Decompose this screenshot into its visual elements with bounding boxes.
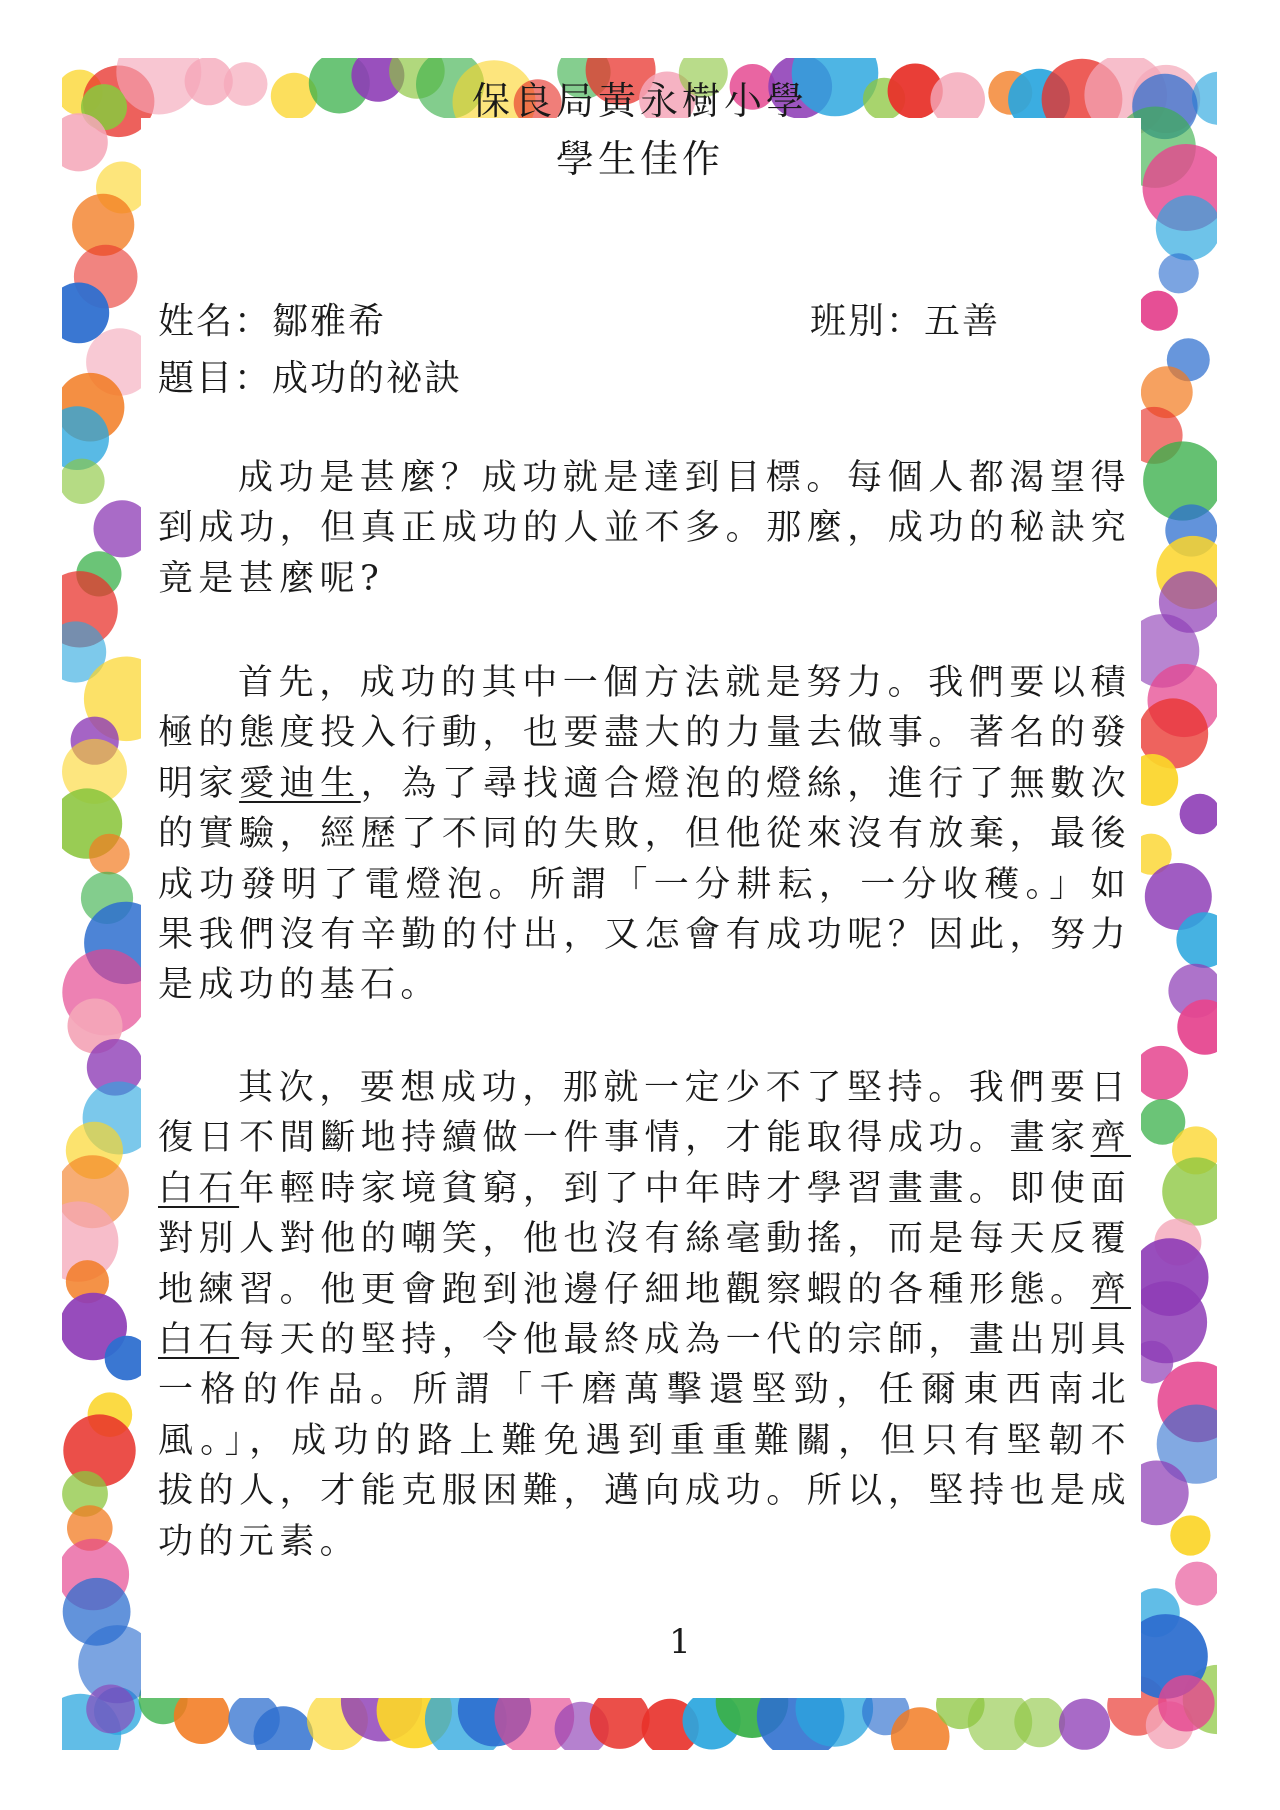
- essay-paragraph-1: 成功是甚麼？成功就是達到目標。每個人都渴望得到成功，但真正成功的人並不多。那麼，成功的秘訣究竟是甚麼呢?: [158, 458, 1131, 599]
- student-name-line: 姓名：鄒雅希: [158, 301, 387, 342]
- watercolor-dot: [89, 834, 130, 875]
- class-line: 班別：五善: [810, 301, 1001, 342]
- essay-paragraph-3: 其次，要想成功，那就一定少不了堅持。我們要日復日不間斷地持續做一件事情，才能取得成功。畫家齊白石年輕時家境貧窮，到了中年時才學習畫畫。即使面對別人對他的嘲笑，他也沒有絲毫動搖，而是每天反覆地練習。他更會跑到池邊仔細地觀察蝦的各種形態。齊白石每天的堅持，令他最終成為一代的宗師，畫出別具一格的作品。所謂「千磨萬擊還堅勁，任爾東西南北風。」，成功的路上難免遇到重重難關，但只有堅韌不拔的人，才能克服困難，邁向成功。所以，堅持也是成功的元素。: [158, 1068, 1131, 1562]
- watercolor-dot: [1180, 794, 1217, 835]
- topic-label: 題目: [158, 358, 235, 399]
- person-name-qi-baishi: 齊白石: [158, 1269, 1131, 1361]
- person-name-qi-baishi: 齊白石: [158, 1118, 1131, 1209]
- watercolor-dot: [1059, 1699, 1110, 1750]
- topic-value: 成功的祕訣: [272, 358, 463, 399]
- topic-line: 題目：成功的祕訣: [158, 358, 463, 399]
- student-name: 鄒雅希: [272, 301, 387, 342]
- watercolor-dot: [86, 1685, 135, 1734]
- person-name-edison: 愛迪生: [239, 763, 361, 804]
- watercolor-dot: [1158, 1675, 1214, 1731]
- page-number: 1: [669, 1622, 691, 1662]
- watercolor-dot: [1159, 253, 1199, 293]
- watercolor-dot: [1134, 1046, 1188, 1100]
- class-label: 班別: [810, 301, 887, 342]
- watercolor-dot: [62, 459, 105, 504]
- name-label: 姓名: [158, 301, 235, 342]
- watercolor-dot: [1162, 1157, 1217, 1225]
- document-title: 學生佳作: [555, 137, 724, 181]
- watercolor-dot: [1138, 291, 1178, 331]
- class-value: 五善: [924, 301, 1001, 342]
- watercolor-dot: [1014, 1696, 1065, 1747]
- essay-paragraph-2: 首先，成功的其中一個方法就是努力。我們要以積極的態度投入行動，也要盡大的力量去做事。著名的發明家愛迪生，為了尋找適合燈泡的燈絲，進行了無數次的實驗，經歷了不同的失敗，但他從來沒有放棄，最後成功發明了電燈泡。所謂「一分耕耘，一分收穫。」如果我們沒有辛勤的付出，又怎會有成功呢？因此，努力是成功的基石。: [158, 663, 1131, 1006]
- school-name: 保良局黃永樹小學: [471, 79, 808, 123]
- watercolor-dot: [1170, 1515, 1210, 1555]
- watercolor-dot: [1175, 1562, 1217, 1606]
